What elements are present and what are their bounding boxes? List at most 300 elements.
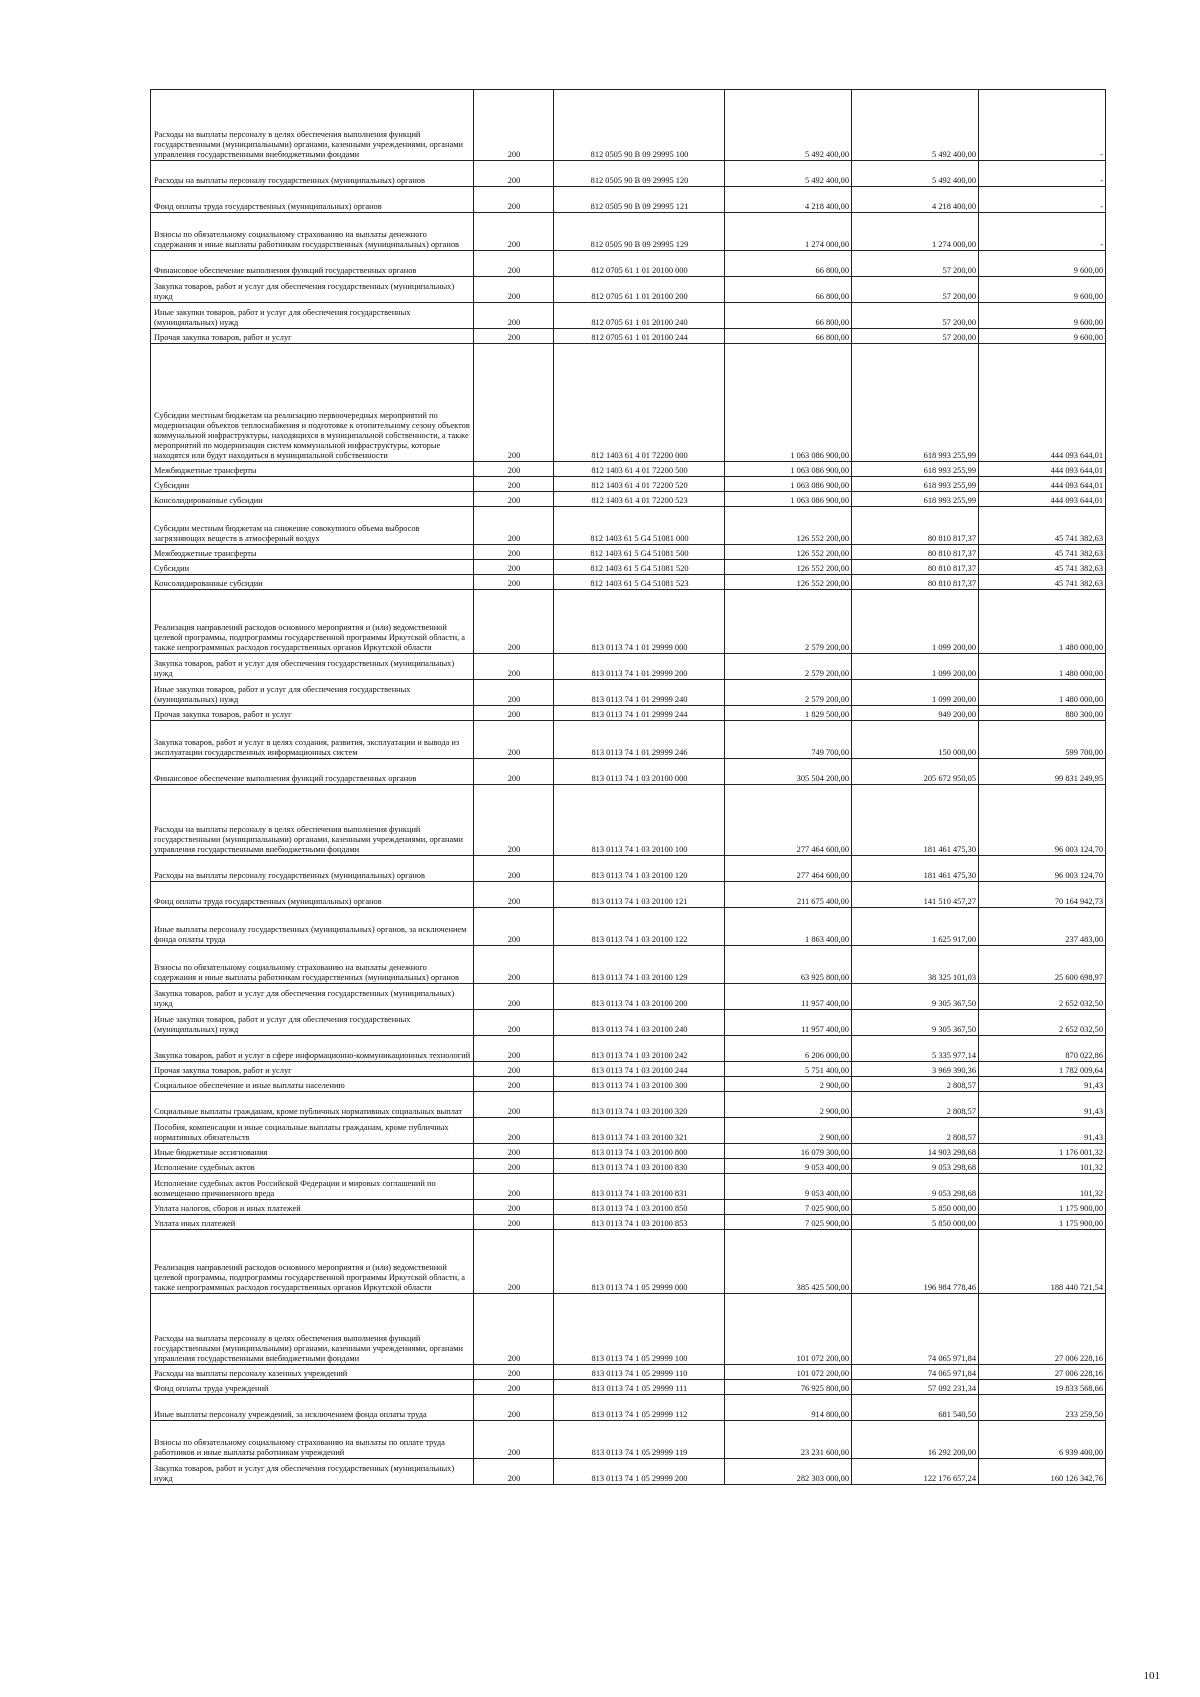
cell-executed-amount: 4 218 400,00 [852,187,979,213]
cell-line-code: 200 [474,1092,554,1118]
cell-budget-code: 813 0113 74 1 05 29999 110 [554,1365,725,1380]
cell-name: Реализация направлений расходов основного мероприятия и (или) ведомственной целевой программы, подпрограммы государственной программы Иркутской области, а также непрограммных расходов государственных органов Иркутской области [151,1230,474,1294]
table-row [151,1294,1106,1365]
cell-remaining-amount: 6 939 400,00 [979,1421,1106,1459]
cell-approved-amount: 7 025 900,00 [725,1200,852,1215]
cell-line-code: 200 [474,1459,554,1485]
cell-approved-amount: 1 063 086 900,00 [725,462,852,477]
cell-executed-amount: 57 092 231,34 [852,1380,979,1395]
cell-approved-amount: 2 900,00 [725,1077,852,1092]
table-row [151,759,1106,785]
cell-line-code: 200 [474,1230,554,1294]
table-row [151,1077,1106,1092]
cell-line-code: 200 [474,187,554,213]
cell-line-code: 200 [474,1077,554,1092]
cell-remaining-amount: 1 782 009,64 [979,1062,1106,1077]
cell-remaining-amount: 160 126 342,76 [979,1459,1106,1485]
cell-executed-amount: 9 305 367,50 [852,984,979,1010]
cell-line-code: 200 [474,706,554,721]
cell-executed-amount: 1 099 200,00 [852,590,979,654]
cell-line-code: 200 [474,856,554,882]
cell-line-code: 200 [474,251,554,277]
cell-executed-amount: 9 305 367,50 [852,1010,979,1036]
cell-approved-amount: 11 957 400,00 [725,1010,852,1036]
cell-approved-amount: 9 053 400,00 [725,1174,852,1200]
cell-remaining-amount: - [979,213,1106,251]
cell-approved-amount: 1 063 086 900,00 [725,477,852,492]
table-row [151,462,1106,477]
cell-executed-amount: 1 099 200,00 [852,654,979,680]
cell-approved-amount: 1 063 086 900,00 [725,344,852,462]
cell-executed-amount: 57 200,00 [852,277,979,303]
cell-budget-code: 812 1403 61 5 G4 51081 500 [554,545,725,560]
table-row [151,1200,1106,1215]
table-row [151,1215,1106,1230]
cell-budget-code: 813 0113 74 1 03 20100 321 [554,1118,725,1144]
cell-name: Закупка товаров, работ и услуг для обеспечения государственных (муниципальных) нужд [151,277,474,303]
cell-executed-amount: 618 993 255,99 [852,492,979,507]
cell-line-code: 200 [474,1159,554,1174]
cell-budget-code: 813 0113 74 1 03 20100 120 [554,856,725,882]
cell-line-code: 200 [474,1062,554,1077]
cell-budget-code: 812 1403 61 4 01 72200 523 [554,492,725,507]
cell-budget-code: 813 0113 74 1 03 20100 800 [554,1144,725,1159]
cell-approved-amount: 5 751 400,00 [725,1062,852,1077]
cell-budget-code: 812 0505 90 В 09 29995 120 [554,161,725,187]
cell-approved-amount: 305 504 200,00 [725,759,852,785]
table-row [151,251,1106,277]
cell-line-code: 200 [474,1010,554,1036]
cell-name: Закупка товаров, работ и услуг для обеспечения государственных (муниципальных) нужд [151,984,474,1010]
cell-executed-amount: 80 810 817,37 [852,507,979,545]
cell-budget-code: 813 0113 74 1 03 20100 320 [554,1092,725,1118]
cell-executed-amount: 80 810 817,37 [852,575,979,590]
cell-executed-amount: 150 000,00 [852,721,979,759]
cell-executed-amount: 74 065 971,84 [852,1365,979,1380]
cell-approved-amount: 277 464 600,00 [725,856,852,882]
cell-remaining-amount: 101,32 [979,1174,1106,1200]
cell-executed-amount: 122 176 657,24 [852,1459,979,1485]
cell-line-code: 200 [474,303,554,329]
cell-approved-amount: 2 579 200,00 [725,590,852,654]
cell-name: Расходы на выплаты персоналу в целях обеспечения выполнения функций государственными (муниципальными) органами, казенными учреждениями, органами управления государственными внебюджетными фондами [151,90,474,161]
cell-remaining-amount: 1 480 000,00 [979,680,1106,706]
cell-executed-amount: 80 810 817,37 [852,560,979,575]
cell-name: Взносы по обязательному социальному страхованию на выплаты денежного содержания и иные выплаты работникам государственных (муниципальных) органов [151,213,474,251]
cell-line-code: 200 [474,545,554,560]
cell-approved-amount: 2 900,00 [725,1118,852,1144]
cell-approved-amount: 4 218 400,00 [725,187,852,213]
cell-line-code: 200 [474,1200,554,1215]
cell-executed-amount: 57 200,00 [852,251,979,277]
cell-name: Расходы на выплаты персоналу государственных (муниципальных) органов [151,161,474,187]
table-row [151,1010,1106,1036]
cell-budget-code: 813 0113 74 1 03 20100 129 [554,946,725,984]
cell-name: Межбюджетные трансферты [151,462,474,477]
cell-remaining-amount: - [979,187,1106,213]
cell-name: Прочая закупка товаров, работ и услуг [151,329,474,344]
cell-budget-code: 813 0113 74 1 03 20100 850 [554,1200,725,1215]
table-row [151,721,1106,759]
cell-budget-code: 812 0705 61 1 01 20100 000 [554,251,725,277]
cell-name: Иные бюджетные ассигнования [151,1144,474,1159]
cell-executed-amount: 196 984 778,46 [852,1230,979,1294]
cell-remaining-amount: 444 093 644,01 [979,477,1106,492]
cell-remaining-amount: 1 176 001,32 [979,1144,1106,1159]
cell-approved-amount: 11 957 400,00 [725,984,852,1010]
cell-name: Прочая закупка товаров, работ и услуг [151,1062,474,1077]
cell-line-code: 200 [474,654,554,680]
table-row [151,1174,1106,1200]
cell-approved-amount: 1 863 400,00 [725,908,852,946]
cell-name: Межбюджетные трансферты [151,545,474,560]
cell-line-code: 200 [474,759,554,785]
cell-line-code: 200 [474,344,554,462]
cell-budget-code: 813 0113 74 1 03 20100 853 [554,1215,725,1230]
cell-remaining-amount: - [979,161,1106,187]
table-row [151,560,1106,575]
cell-name: Расходы на выплаты персоналу государственных (муниципальных) органов [151,856,474,882]
cell-remaining-amount: 9 600,00 [979,251,1106,277]
cell-line-code: 200 [474,1365,554,1380]
cell-remaining-amount: 444 093 644,01 [979,462,1106,477]
cell-remaining-amount: 880 300,00 [979,706,1106,721]
cell-remaining-amount: - [979,90,1106,161]
cell-line-code: 200 [474,946,554,984]
cell-budget-code: 813 0113 74 1 05 29999 100 [554,1294,725,1365]
cell-name: Фонд оплаты труда учреждений [151,1380,474,1395]
cell-budget-code: 812 0505 90 В 09 29995 129 [554,213,725,251]
cell-approved-amount: 16 079 300,00 [725,1144,852,1159]
cell-approved-amount: 2 579 200,00 [725,680,852,706]
cell-remaining-amount: 91,43 [979,1077,1106,1092]
cell-budget-code: 812 1403 61 4 01 72200 500 [554,462,725,477]
cell-name: Иные закупки товаров, работ и услуг для обеспечения государственных (муниципальных) нужд [151,680,474,706]
cell-approved-amount: 76 925 800,00 [725,1380,852,1395]
cell-line-code: 200 [474,462,554,477]
cell-remaining-amount: 1 480 000,00 [979,654,1106,680]
cell-line-code: 200 [474,329,554,344]
cell-remaining-amount: 45 741 382,63 [979,575,1106,590]
cell-name: Финансовое обеспечение выполнения функций государственных органов [151,251,474,277]
cell-name: Расходы на выплаты персоналу в целях обеспечения выполнения функций государственными (муниципальными) органами, казенными учреждениями, органами управления государственными внебюджетными фондами [151,1294,474,1365]
cell-budget-code: 813 0113 74 1 05 29999 000 [554,1230,725,1294]
cell-remaining-amount: 9 600,00 [979,277,1106,303]
cell-executed-amount: 5 335 977,14 [852,1036,979,1062]
cell-budget-code: 812 0705 61 1 01 20100 200 [554,277,725,303]
cell-line-code: 200 [474,785,554,856]
cell-budget-code: 812 1403 61 5 G4 51081 520 [554,560,725,575]
cell-line-code: 200 [474,1118,554,1144]
cell-name: Социальное обеспечение и иные выплаты населению [151,1077,474,1092]
table-row [151,680,1106,706]
cell-name: Расходы на выплаты персоналу в целях обеспечения выполнения функций государственными (муниципальными) органами, казенными учреждениями, органами управления государственными внебюджетными фондами [151,785,474,856]
cell-line-code: 200 [474,560,554,575]
table-row [151,908,1106,946]
cell-remaining-amount: 45 741 382,63 [979,507,1106,545]
cell-name: Исполнение судебных актов Российской Федерации и мировых соглашений по возмещению причиненного вреда [151,1174,474,1200]
table-row [151,984,1106,1010]
cell-approved-amount: 282 303 000,00 [725,1459,852,1485]
cell-remaining-amount: 1 480 000,00 [979,590,1106,654]
cell-approved-amount: 2 579 200,00 [725,654,852,680]
cell-name: Субсидии [151,560,474,575]
cell-name: Субсидии местным бюджетам на реализацию первоочередных мероприятий по модернизации объектов теплоснабжения и подготовке к отопительному сезону объектов коммунальной инфраструктуры, находящихся в муниципальной собственности, а также мероприятий по модернизации систем коммунальной инфраструктуры, которые находятся или будут находиться в муниципальной собственности [151,344,474,462]
table-row [151,1159,1106,1174]
cell-executed-amount: 5 850 000,00 [852,1215,979,1230]
cell-executed-amount: 2 808,57 [852,1092,979,1118]
cell-name: Фонд оплаты труда государственных (муниципальных) органов [151,187,474,213]
table-row [151,785,1106,856]
cell-budget-code: 813 0113 74 1 03 20100 242 [554,1036,725,1062]
cell-executed-amount: 1 625 917,00 [852,908,979,946]
cell-line-code: 200 [474,575,554,590]
table-row [151,706,1106,721]
cell-name: Уплата иных платежей [151,1215,474,1230]
cell-budget-code: 813 0113 74 1 01 29999 240 [554,680,725,706]
cell-budget-code: 813 0113 74 1 01 29999 000 [554,590,725,654]
cell-budget-code: 813 0113 74 1 05 29999 111 [554,1380,725,1395]
cell-name: Исполнение судебных актов [151,1159,474,1174]
cell-line-code: 200 [474,507,554,545]
cell-approved-amount: 101 072 200,00 [725,1294,852,1365]
cell-budget-code: 813 0113 74 1 03 20100 300 [554,1077,725,1092]
cell-approved-amount: 277 464 600,00 [725,785,852,856]
cell-approved-amount: 101 072 200,00 [725,1365,852,1380]
cell-line-code: 200 [474,908,554,946]
cell-executed-amount: 9 053 298,68 [852,1159,979,1174]
cell-executed-amount: 5 850 000,00 [852,1200,979,1215]
cell-line-code: 200 [474,590,554,654]
cell-executed-amount: 205 672 950,05 [852,759,979,785]
cell-remaining-amount: 237 483,00 [979,908,1106,946]
page-number: 101 [1143,1670,1160,1682]
table-row [151,1062,1106,1077]
table-row [151,882,1106,908]
cell-line-code: 200 [474,1174,554,1200]
cell-approved-amount: 126 552 200,00 [725,545,852,560]
table-row [151,492,1106,507]
cell-line-code: 200 [474,161,554,187]
table-body [151,90,1106,1485]
cell-budget-code: 813 0113 74 1 03 20100 122 [554,908,725,946]
cell-remaining-amount: 233 259,50 [979,1395,1106,1421]
cell-name: Закупка товаров, работ и услуг в целях создания, развития, эксплуатации и вывода из эксплуатации государственных информационных систем [151,721,474,759]
cell-approved-amount: 7 025 900,00 [725,1215,852,1230]
table-row [151,1230,1106,1294]
cell-approved-amount: 1 829 500,00 [725,706,852,721]
table-row [151,90,1106,161]
cell-remaining-amount: 2 652 032,50 [979,984,1106,1010]
table-row [151,1118,1106,1144]
cell-name: Расходы на выплаты персоналу казенных учреждений [151,1365,474,1380]
cell-budget-code: 813 0113 74 1 03 20100 100 [554,785,725,856]
cell-name: Закупка товаров, работ и услуг для обеспечения государственных (муниципальных) нужд [151,1459,474,1485]
cell-executed-amount: 1 099 200,00 [852,680,979,706]
cell-line-code: 200 [474,277,554,303]
cell-line-code: 200 [474,721,554,759]
cell-remaining-amount: 25 600 698,97 [979,946,1106,984]
cell-approved-amount: 1 063 086 900,00 [725,492,852,507]
cell-approved-amount: 749 700,00 [725,721,852,759]
cell-budget-code: 812 0505 90 В 09 29995 121 [554,187,725,213]
cell-line-code: 200 [474,1036,554,1062]
table-row [151,575,1106,590]
cell-name: Финансовое обеспечение выполнения функций государственных органов [151,759,474,785]
cell-budget-code: 813 0113 74 1 05 29999 200 [554,1459,725,1485]
table-row [151,590,1106,654]
cell-name: Закупка товаров, работ и услуг для обеспечения государственных (муниципальных) нужд [151,654,474,680]
cell-executed-amount: 16 292 200,00 [852,1421,979,1459]
cell-remaining-amount: 91,43 [979,1092,1106,1118]
cell-budget-code: 813 0113 74 1 03 20100 000 [554,759,725,785]
cell-line-code: 200 [474,1294,554,1365]
cell-name: Фонд оплаты труда государственных (муниципальных) органов [151,882,474,908]
cell-name: Закупка товаров, работ и услуг в сфере информационно-коммуникационных технологий [151,1036,474,1062]
cell-approved-amount: 5 492 400,00 [725,161,852,187]
cell-approved-amount: 126 552 200,00 [725,507,852,545]
cell-approved-amount: 914 800,00 [725,1395,852,1421]
cell-executed-amount: 80 810 817,37 [852,545,979,560]
table-row [151,161,1106,187]
cell-budget-code: 812 1403 61 4 01 72200 520 [554,477,725,492]
cell-executed-amount: 141 510 457,27 [852,882,979,908]
table-row [151,1395,1106,1421]
cell-line-code: 200 [474,1395,554,1421]
cell-remaining-amount: 70 164 942,73 [979,882,1106,908]
cell-budget-code: 813 0113 74 1 01 29999 200 [554,654,725,680]
cell-name: Уплата налогов, сборов и иных платежей [151,1200,474,1215]
cell-budget-code: 813 0113 74 1 03 20100 200 [554,984,725,1010]
cell-executed-amount: 9 053 298,68 [852,1174,979,1200]
cell-executed-amount: 3 969 390,36 [852,1062,979,1077]
table-row [151,1380,1106,1395]
cell-remaining-amount: 9 600,00 [979,329,1106,344]
cell-executed-amount: 2 808,57 [852,1077,979,1092]
cell-remaining-amount: 2 652 032,50 [979,1010,1106,1036]
cell-budget-code: 813 0113 74 1 03 20100 240 [554,1010,725,1036]
cell-approved-amount: 66 800,00 [725,303,852,329]
cell-line-code: 200 [474,1215,554,1230]
cell-budget-code: 812 0705 61 1 01 20100 244 [554,329,725,344]
cell-approved-amount: 1 274 000,00 [725,213,852,251]
cell-approved-amount: 66 800,00 [725,277,852,303]
cell-approved-amount: 211 675 400,00 [725,882,852,908]
table-row [151,856,1106,882]
cell-line-code: 200 [474,90,554,161]
cell-executed-amount: 14 903 298,68 [852,1144,979,1159]
cell-budget-code: 812 1403 61 5 G4 51081 000 [554,507,725,545]
cell-name: Субсидии местным бюджетам на снижение совокупного объема выбросов загрязняющих веществ в атмосферный воздух [151,507,474,545]
cell-approved-amount: 126 552 200,00 [725,575,852,590]
table-row [151,477,1106,492]
table-row [151,329,1106,344]
cell-remaining-amount: 27 006 228,16 [979,1365,1106,1380]
cell-approved-amount: 385 425 500,00 [725,1230,852,1294]
cell-budget-code: 813 0113 74 1 05 29999 119 [554,1421,725,1459]
cell-line-code: 200 [474,984,554,1010]
cell-approved-amount: 6 206 000,00 [725,1036,852,1062]
table-row [151,946,1106,984]
cell-name: Иные закупки товаров, работ и услуг для обеспечения государственных (муниципальных) нужд [151,303,474,329]
cell-executed-amount: 5 492 400,00 [852,90,979,161]
budget-execution-table [150,89,1106,1485]
cell-budget-code: 812 1403 61 5 G4 51081 523 [554,575,725,590]
cell-name: Взносы по обязательному социальному страхованию на выплаты по оплате труда работников и иные выплаты работникам учреждений [151,1421,474,1459]
cell-approved-amount: 126 552 200,00 [725,560,852,575]
cell-budget-code: 813 0113 74 1 01 29999 246 [554,721,725,759]
cell-name: Пособия, компенсации и иные социальные выплаты гражданам, кроме публичных нормативных обязательств [151,1118,474,1144]
cell-executed-amount: 618 993 255,99 [852,477,979,492]
cell-remaining-amount: 9 600,00 [979,303,1106,329]
cell-name: Консолидированные субсидии [151,575,474,590]
cell-remaining-amount: 96 003 124,70 [979,785,1106,856]
cell-line-code: 200 [474,213,554,251]
cell-remaining-amount: 27 006 228,16 [979,1294,1106,1365]
cell-line-code: 200 [474,1421,554,1459]
cell-executed-amount: 5 492 400,00 [852,161,979,187]
cell-budget-code: 813 0113 74 1 03 20100 830 [554,1159,725,1174]
cell-line-code: 200 [474,680,554,706]
cell-executed-amount: 949 200,00 [852,706,979,721]
cell-name: Консолидированные субсидии [151,492,474,507]
cell-remaining-amount: 101,32 [979,1159,1106,1174]
table-row [151,1092,1106,1118]
cell-approved-amount: 66 800,00 [725,329,852,344]
cell-remaining-amount: 599 700,00 [979,721,1106,759]
table-row [151,187,1106,213]
cell-remaining-amount: 1 175 900,00 [979,1200,1106,1215]
cell-remaining-amount: 444 093 644,01 [979,492,1106,507]
cell-name: Иные закупки товаров, работ и услуг для обеспечения государственных (муниципальных) нужд [151,1010,474,1036]
cell-executed-amount: 181 461 475,30 [852,856,979,882]
cell-name: Реализация направлений расходов основного мероприятия и (или) ведомственной целевой программы, подпрограммы государственной программы Иркутской области, а также непрограммных расходов государственных органов Иркутской области [151,590,474,654]
cell-name: Социальные выплаты гражданам, кроме публичных нормативных социальных выплат [151,1092,474,1118]
cell-executed-amount: 74 065 971,84 [852,1294,979,1365]
cell-remaining-amount: 19 833 568,66 [979,1380,1106,1395]
cell-budget-code: 813 0113 74 1 01 29999 244 [554,706,725,721]
cell-remaining-amount: 96 003 124,70 [979,856,1106,882]
cell-line-code: 200 [474,477,554,492]
cell-executed-amount: 38 325 101,03 [852,946,979,984]
cell-executed-amount: 57 200,00 [852,329,979,344]
cell-budget-code: 813 0113 74 1 05 29999 112 [554,1395,725,1421]
table-row [151,344,1106,462]
table-row [151,1459,1106,1485]
cell-executed-amount: 2 808,57 [852,1118,979,1144]
cell-executed-amount: 618 993 255,99 [852,344,979,462]
cell-line-code: 200 [474,1144,554,1159]
table-row [151,1036,1106,1062]
cell-approved-amount: 2 900,00 [725,1092,852,1118]
table-row [151,1421,1106,1459]
cell-name: Взносы по обязательному социальному страхованию на выплаты денежного содержания и иные выплаты работникам государственных (муниципальных) органов [151,946,474,984]
cell-remaining-amount: 45 741 382,63 [979,545,1106,560]
cell-approved-amount: 63 925 800,00 [725,946,852,984]
cell-executed-amount: 181 461 475,30 [852,785,979,856]
cell-name: Субсидии [151,477,474,492]
cell-budget-code: 812 1403 61 4 01 72200 000 [554,344,725,462]
cell-budget-code: 812 0705 61 1 01 20100 240 [554,303,725,329]
cell-budget-code: 813 0113 74 1 03 20100 831 [554,1174,725,1200]
cell-remaining-amount: 1 175 900,00 [979,1215,1106,1230]
cell-name: Иные выплаты персоналу учреждений, за исключением фонда оплаты труда [151,1395,474,1421]
cell-approved-amount: 9 053 400,00 [725,1159,852,1174]
cell-remaining-amount: 45 741 382,63 [979,560,1106,575]
table-row [151,654,1106,680]
cell-budget-code: 812 0505 90 В 09 29995 100 [554,90,725,161]
table-row [151,303,1106,329]
